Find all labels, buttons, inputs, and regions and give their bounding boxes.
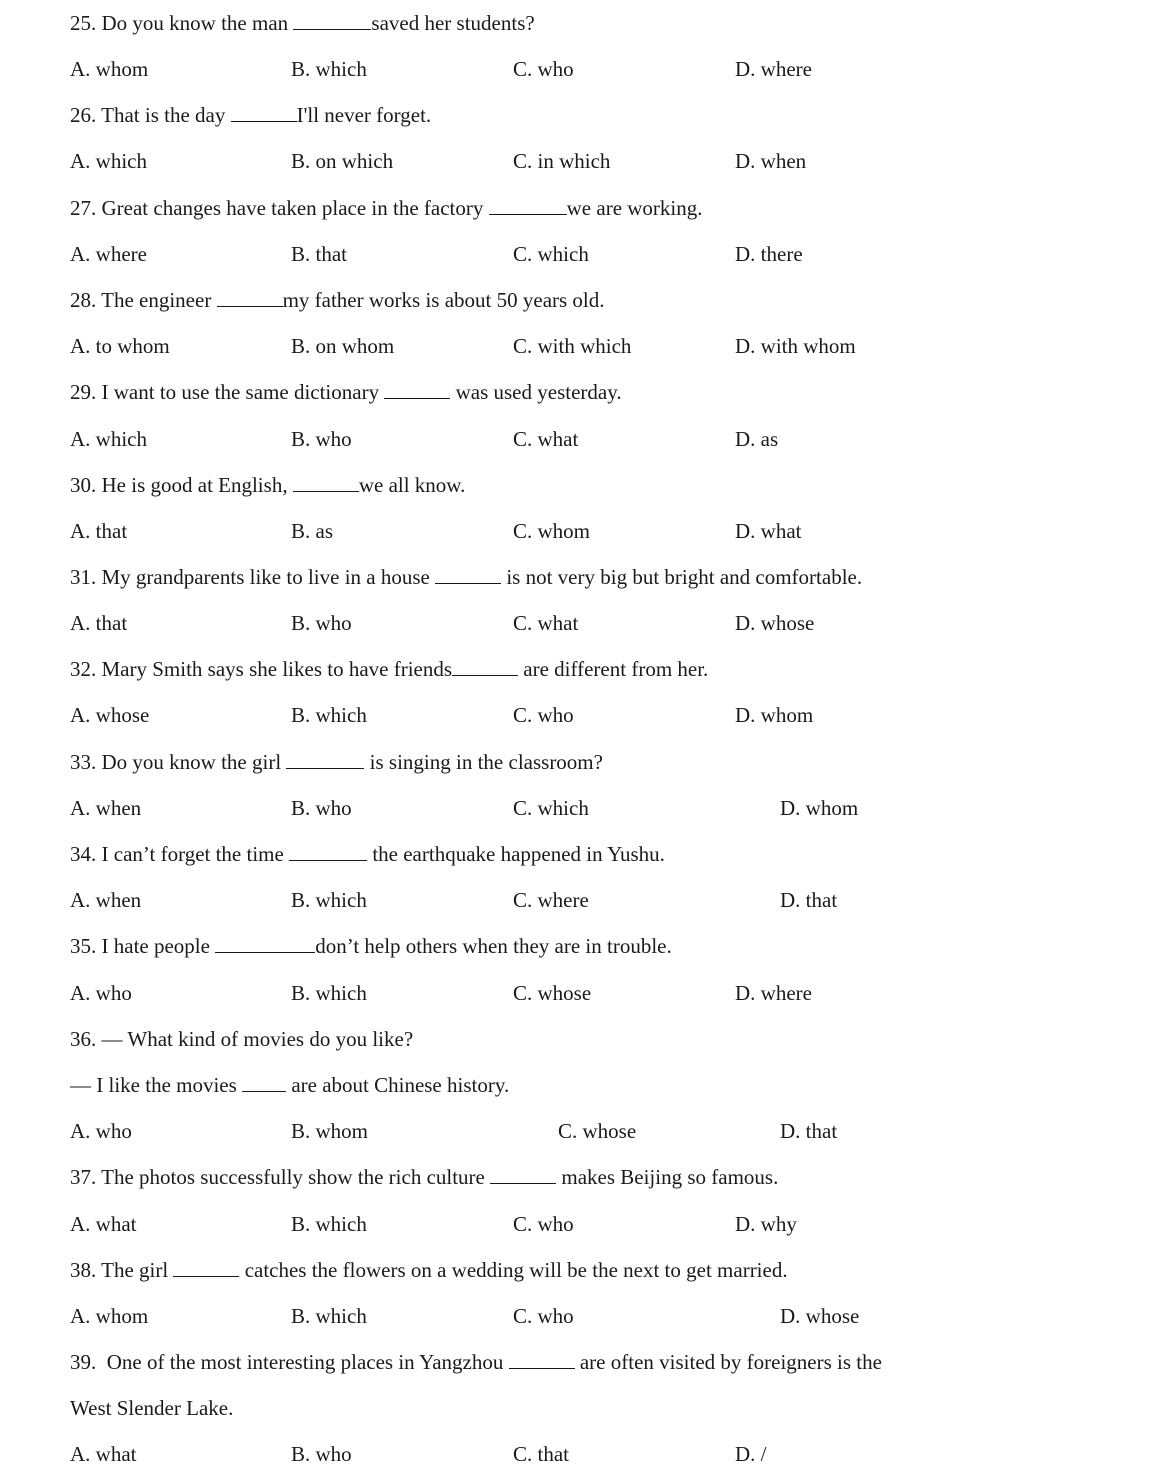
question-31: 31. My grandparents like to live in a house is not very big but bright and comfortable. bbox=[70, 565, 863, 589]
option-c[interactable]: C. who bbox=[513, 57, 574, 81]
option-b[interactable]: B. that bbox=[291, 242, 347, 266]
option-c[interactable]: C. with which bbox=[513, 334, 632, 358]
option-c[interactable]: C. in which bbox=[513, 149, 611, 173]
option-d[interactable]: D. whom bbox=[780, 796, 859, 820]
question-32: 32. Mary Smith says she likes to have friends are different from her. bbox=[70, 657, 709, 681]
option-c[interactable]: C. whose bbox=[558, 1119, 637, 1143]
option-d[interactable]: D. that bbox=[780, 888, 838, 912]
answer-blank[interactable] bbox=[435, 565, 501, 584]
question-29: 29. I want to use the same dictionary was used yesterday. bbox=[70, 380, 622, 404]
option-b[interactable]: B. which bbox=[291, 1304, 367, 1328]
option-d[interactable]: D. as bbox=[735, 427, 779, 451]
option-b[interactable]: B. who bbox=[291, 1442, 352, 1466]
option-a[interactable]: A. who bbox=[70, 1119, 132, 1143]
option-b[interactable]: B. who bbox=[291, 611, 352, 635]
answer-blank[interactable] bbox=[286, 750, 364, 769]
option-d[interactable]: D. when bbox=[735, 149, 807, 173]
option-c[interactable]: C. whom bbox=[513, 519, 591, 543]
option-c[interactable]: C. where bbox=[513, 888, 589, 912]
option-b[interactable]: B. which bbox=[291, 703, 367, 727]
option-b[interactable]: B. who bbox=[291, 427, 352, 451]
option-c[interactable]: C. what bbox=[513, 611, 579, 635]
question-37: 37. The photos successfully show the rich culture makes Beijing so famous. bbox=[70, 1165, 779, 1189]
option-b[interactable]: B. which bbox=[291, 57, 367, 81]
question-38: 38. The girl catches the flowers on a wedding will be the next to get married. bbox=[70, 1258, 788, 1282]
answer-blank[interactable] bbox=[242, 1073, 286, 1092]
option-b[interactable]: B. as bbox=[291, 519, 333, 543]
option-a[interactable]: A. which bbox=[70, 149, 147, 173]
option-c[interactable]: C. that bbox=[513, 1442, 569, 1466]
question-33: 33. Do you know the girl is singing in the classroom? bbox=[70, 750, 603, 774]
option-d[interactable]: D. whose bbox=[780, 1304, 860, 1328]
option-c[interactable]: C. which bbox=[513, 242, 589, 266]
option-a[interactable]: A. what bbox=[70, 1212, 137, 1236]
option-b[interactable]: B. on whom bbox=[291, 334, 395, 358]
option-d[interactable]: D. there bbox=[735, 242, 803, 266]
option-d[interactable]: D. whom bbox=[735, 703, 814, 727]
answer-blank[interactable] bbox=[173, 1258, 239, 1277]
option-b[interactable]: B. on which bbox=[291, 149, 394, 173]
question-36: 36. — What kind of movies do you like? bbox=[70, 1027, 414, 1051]
answer-blank[interactable] bbox=[217, 288, 283, 307]
option-b[interactable]: B. who bbox=[291, 796, 352, 820]
question-35: 35. I hate people don’t help others when they are in trouble. bbox=[70, 934, 672, 958]
option-a[interactable]: A. whose bbox=[70, 703, 150, 727]
option-d[interactable]: D. with whom bbox=[735, 334, 856, 358]
question-27: 27. Great changes have taken place in the factory we are working. bbox=[70, 196, 703, 220]
option-d[interactable]: D. why bbox=[735, 1212, 797, 1236]
option-a[interactable]: A. that bbox=[70, 611, 128, 635]
option-a[interactable]: A. who bbox=[70, 981, 132, 1005]
answer-blank[interactable] bbox=[490, 1165, 556, 1184]
question-25: 25. Do you know the man saved her students? bbox=[70, 11, 535, 35]
question-36-reply: — I like the movies are about Chinese history. bbox=[70, 1073, 510, 1097]
option-a[interactable]: A. where bbox=[70, 242, 147, 266]
answer-blank[interactable] bbox=[289, 842, 367, 861]
option-a[interactable]: A. that bbox=[70, 519, 128, 543]
option-c[interactable]: C. what bbox=[513, 427, 579, 451]
question-30: 30. He is good at English, we all know. bbox=[70, 473, 466, 497]
option-a[interactable]: A. when bbox=[70, 888, 142, 912]
option-a[interactable]: A. when bbox=[70, 796, 142, 820]
option-c[interactable]: C. whose bbox=[513, 981, 592, 1005]
option-b[interactable]: B. which bbox=[291, 1212, 367, 1236]
answer-blank[interactable] bbox=[509, 1350, 575, 1369]
option-b[interactable]: B. whom bbox=[291, 1119, 369, 1143]
answer-blank[interactable] bbox=[293, 473, 359, 492]
question-39-continued: West Slender Lake. bbox=[70, 1396, 234, 1420]
option-c[interactable]: C. who bbox=[513, 703, 574, 727]
option-c[interactable]: C. who bbox=[513, 1304, 574, 1328]
option-a[interactable]: A. which bbox=[70, 427, 147, 451]
option-b[interactable]: B. which bbox=[291, 981, 367, 1005]
option-b[interactable]: B. which bbox=[291, 888, 367, 912]
question-26: 26. That is the day I'll never forget. bbox=[70, 103, 432, 127]
answer-blank[interactable] bbox=[452, 657, 518, 676]
answer-blank[interactable] bbox=[384, 380, 450, 399]
option-a[interactable]: A. whom bbox=[70, 57, 149, 81]
question-28: 28. The engineer my father works is about 50 years old. bbox=[70, 288, 605, 312]
question-39: 39. One of the most interesting places in Yangzhou are often visited by foreigners is the bbox=[70, 1350, 882, 1374]
option-d[interactable]: D. / bbox=[735, 1442, 767, 1466]
question-34: 34. I can’t forget the time the earthquake happened in Yushu. bbox=[70, 842, 665, 866]
option-c[interactable]: C. who bbox=[513, 1212, 574, 1236]
option-d[interactable]: D. whose bbox=[735, 611, 815, 635]
option-d[interactable]: D. what bbox=[735, 519, 802, 543]
option-d[interactable]: D. where bbox=[735, 981, 812, 1005]
option-a[interactable]: A. what bbox=[70, 1442, 137, 1466]
option-d[interactable]: D. where bbox=[735, 57, 812, 81]
option-a[interactable]: A. whom bbox=[70, 1304, 149, 1328]
option-d[interactable]: D. that bbox=[780, 1119, 838, 1143]
option-a[interactable]: A. to whom bbox=[70, 334, 170, 358]
answer-blank[interactable] bbox=[293, 11, 371, 30]
answer-blank[interactable] bbox=[215, 934, 315, 953]
option-c[interactable]: C. which bbox=[513, 796, 589, 820]
answer-blank[interactable] bbox=[231, 103, 297, 122]
answer-blank[interactable] bbox=[489, 196, 567, 215]
